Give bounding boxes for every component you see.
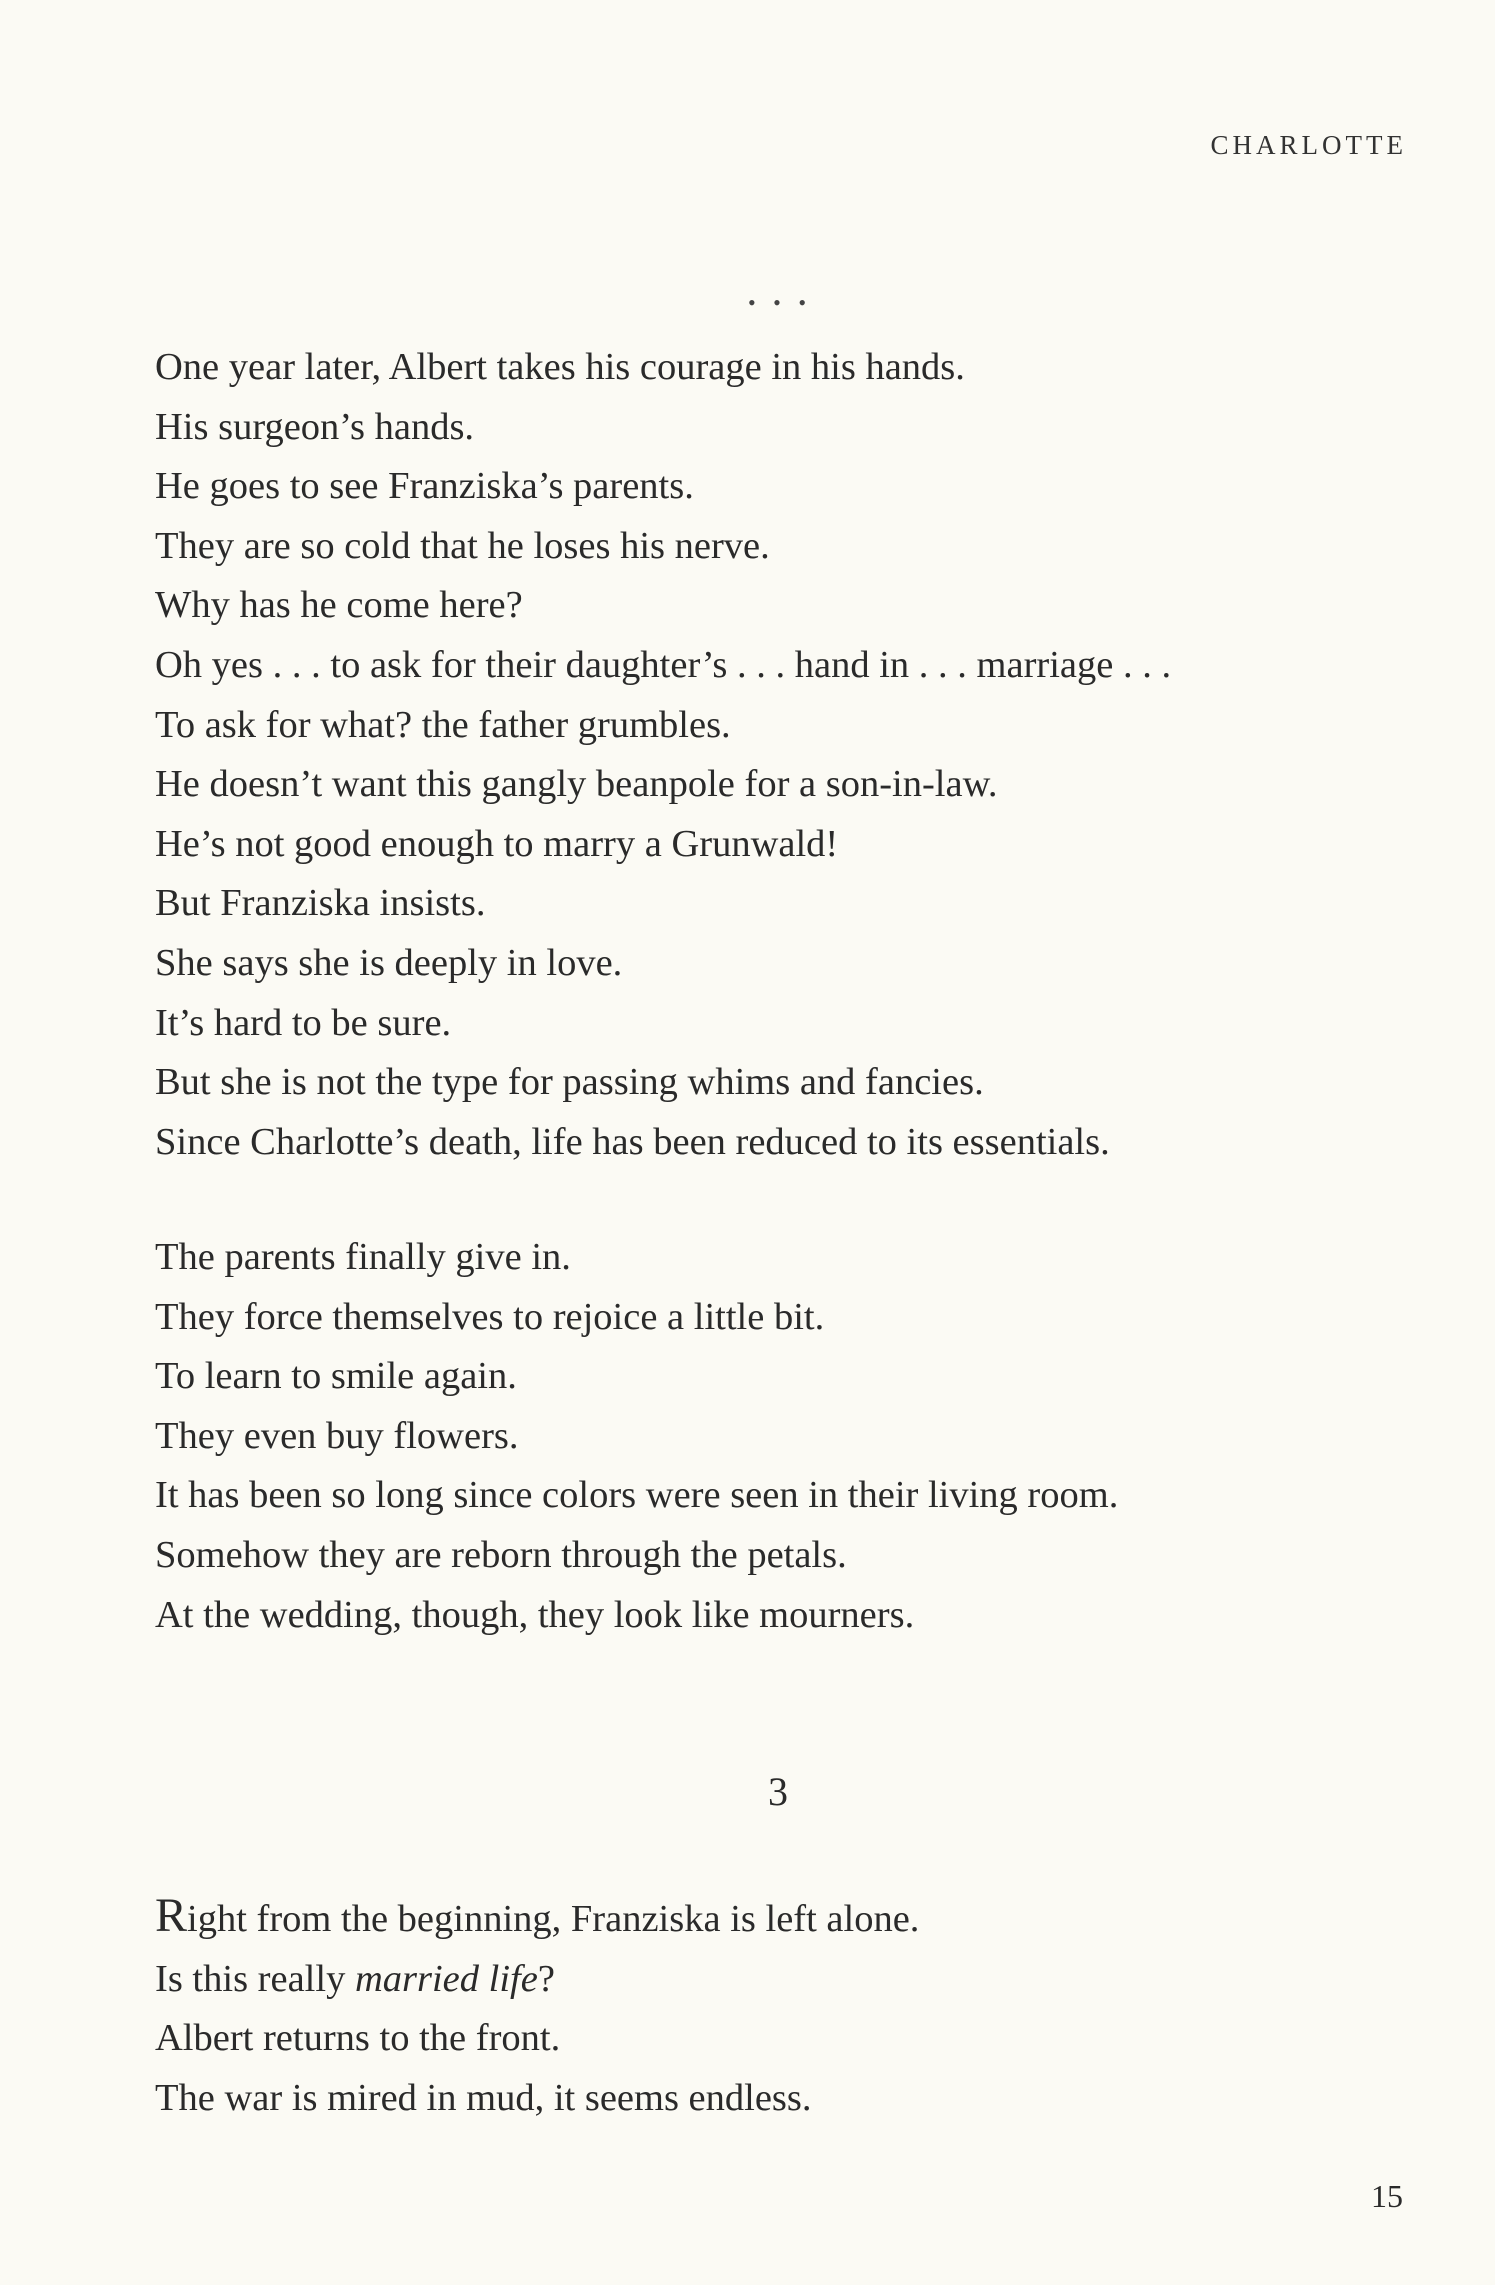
text-line: To ask for what? the father grumbles.: [155, 703, 731, 746]
chapter-three-text: [155, 1886, 1405, 2128]
text-line: One year later, Albert takes his courage in his hands.: [155, 346, 965, 388]
text-fragment: ight from the beginning, Franziska is left alone.: [187, 1898, 920, 1940]
text-line: Somehow they are reborn through the petals.: [155, 1533, 847, 1576]
text-line: He’s not good enough to marry a Grunwald!: [155, 822, 839, 865]
text-line: It has been so long since colors were seen in their living room.: [155, 1474, 1119, 1517]
text-line: The war is mired in mud, it seems endless.: [155, 2076, 812, 2119]
text-line: At the wedding, though, they look like mourners.: [155, 1593, 915, 1636]
text-line: They force themselves to rejoice a little bit.: [155, 1295, 825, 1338]
text-line: The parents finally give in.: [155, 1236, 571, 1278]
running-head: CHARLOTTE: [1210, 130, 1407, 160]
text-fragment: Is this really: [155, 1957, 355, 2000]
text-line: [155, 1950, 1405, 2010]
text-line: It’s hard to be sure.: [155, 1001, 452, 1044]
text-line: [155, 1886, 1405, 1950]
chapter-number: 3: [768, 1769, 788, 1814]
text-line: Albert returns to the front.: [155, 2017, 561, 2060]
text-line: But she is not the type for passing whims and fancies.: [155, 1061, 984, 1104]
section-one-text: [155, 338, 1405, 1172]
italic-phrase: married life: [354, 1957, 538, 2000]
text-line: They even buy flowers.: [155, 1414, 519, 1457]
text-line: But Franziska insists.: [155, 882, 486, 925]
text-fragment: ?: [537, 1957, 555, 2000]
text-line: Why has he come here?: [155, 584, 523, 627]
text-line: To learn to smile again.: [155, 1355, 517, 1398]
text-line: She says she is deeply in love.: [155, 941, 623, 984]
text-line: Oh yes . . . to ask for their daughter’s . . . hand in . . . marriage . . .: [155, 643, 1172, 686]
text-line: They are so cold that he loses his nerve.: [155, 524, 770, 567]
page-number: 15: [1371, 2178, 1403, 2214]
text-line: His surgeon’s hands.: [155, 405, 475, 448]
section-two-text: [155, 1228, 1405, 1645]
text-line: He goes to see Franziska’s parents.: [155, 465, 694, 508]
text-line: He doesn’t want this gangly beanpole for a son-in-law.: [155, 763, 998, 806]
drop-initial: R: [155, 1889, 188, 1942]
text-line: Since Charlotte’s death, life has been reduced to its essentials.: [155, 1120, 1110, 1163]
section-divider: • • •: [747, 290, 813, 315]
